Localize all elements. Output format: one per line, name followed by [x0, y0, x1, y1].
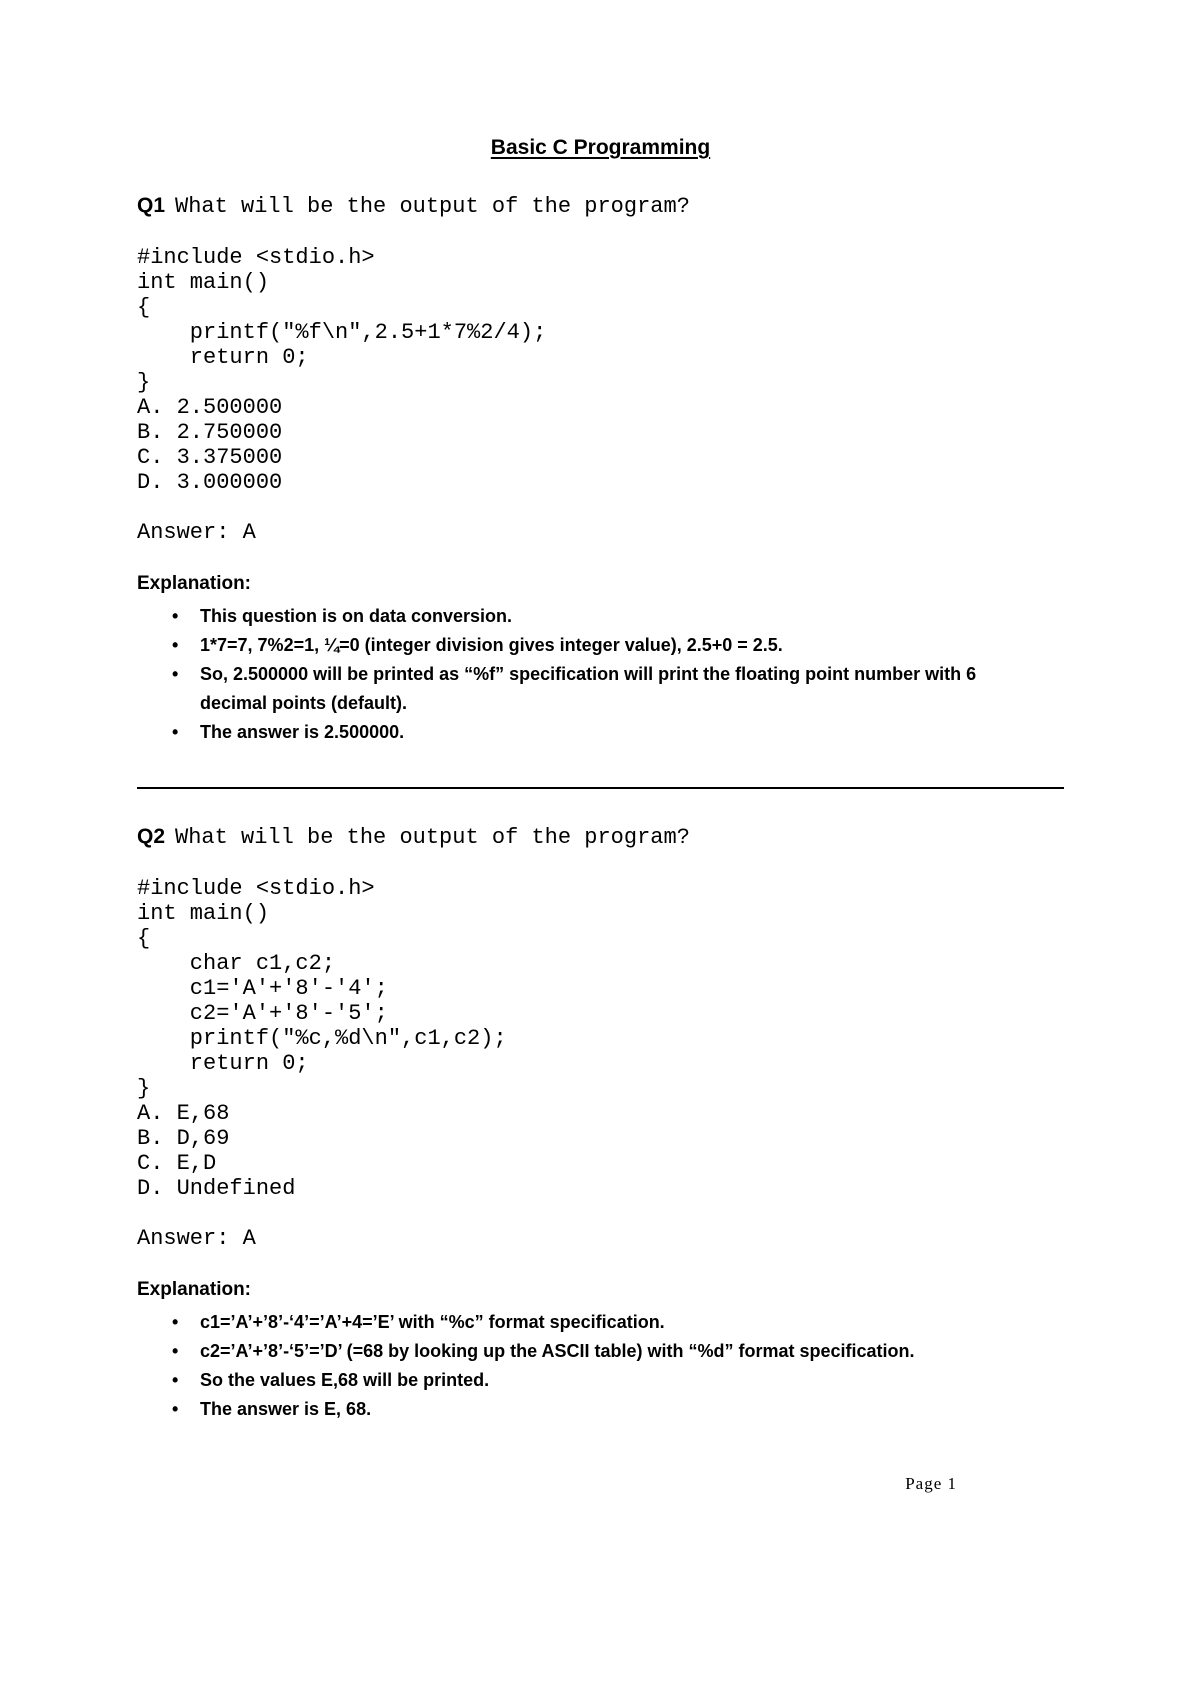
question-1-label: Q1: [137, 194, 166, 217]
explanation-bullet: [137, 718, 1064, 747]
option-a: A. E,68: [137, 1101, 230, 1126]
code-line: {: [137, 926, 151, 951]
question-2-heading: [137, 825, 1064, 850]
code-line: int main(): [137, 270, 270, 295]
question-2-prompt: What will be the output of the program?: [175, 825, 690, 850]
bullet-text: The answer is E, 68.: [200, 1399, 372, 1419]
code-line: return 0;: [137, 345, 309, 370]
page-title: Basic C Programming: [490, 136, 711, 159]
question-1: [137, 194, 1064, 747]
bullet-text: 1*7=7, 7%2=1, ¼=0 (integer division gives integer value), 2.5+0 = 2.5.: [200, 635, 783, 655]
option-c: C. E,D: [137, 1151, 217, 1176]
question-2-explanation-list: [137, 1308, 1064, 1424]
question-1-heading: [137, 194, 1064, 219]
explanation-bullet: [137, 1366, 1064, 1395]
bullet-text: This question is on data conversion.: [200, 606, 513, 626]
option-d: D. 3.000000: [137, 470, 283, 495]
bullet-text: c1=’A’+’8’-‘4’=’A’+4=’E’ with “%c” format specification.: [200, 1312, 665, 1332]
option-d: D. Undefined: [137, 1176, 296, 1201]
question-2-explanation-label: Explanation:: [137, 1279, 252, 1300]
bullet-text: So, 2.500000 will be printed as “%f” specification will print the floating point number with 6 decimal points (default).: [200, 664, 977, 713]
question-1-answer: Answer: A: [137, 520, 256, 545]
option-b: B. D,69: [137, 1126, 230, 1151]
question-1-prompt: What will be the output of the program?: [175, 194, 690, 219]
code-line: #include <stdio.h>: [137, 876, 375, 901]
explanation-bullet: [137, 1308, 1064, 1337]
code-line: printf("%c,%d\n",c1,c2);: [137, 1026, 507, 1051]
code-line: #include <stdio.h>: [137, 245, 375, 270]
code-line: return 0;: [137, 1051, 309, 1076]
bullet-text: c2=’A’+’8’-‘5’=’D’ (=68 by looking up the ASCII table) with “%d” format specification.: [200, 1341, 915, 1361]
code-line: int main(): [137, 901, 270, 926]
question-2: [137, 825, 1064, 1424]
code-line: }: [137, 1076, 151, 1101]
explanation-bullet: [137, 602, 1064, 631]
option-c: C. 3.375000: [137, 445, 283, 470]
explanation-bullet: [137, 631, 1064, 660]
code-line: c2='A'+'8'-'5';: [137, 1001, 388, 1026]
explanation-bullet: [137, 1337, 1064, 1366]
question-1-explanation-list: [137, 602, 1064, 747]
code-line: c1='A'+'8'-'4';: [137, 976, 388, 1001]
bullet-text: The answer is 2.500000.: [200, 722, 405, 742]
code-line: }: [137, 370, 151, 395]
option-a: A. 2.500000: [137, 395, 283, 420]
bullet-text: So the values E,68 will be printed.: [200, 1370, 490, 1390]
code-line: {: [137, 295, 151, 320]
question-2-answer: Answer: A: [137, 1226, 256, 1251]
code-line: printf("%f\n",2.5+1*7%2/4);: [137, 320, 547, 345]
question-2-code-block: [137, 876, 1064, 1201]
option-b: B. 2.750000: [137, 420, 283, 445]
question-2-label: Q2: [137, 825, 166, 848]
section-divider: [137, 787, 1064, 789]
explanation-bullet: [137, 660, 1064, 718]
explanation-bullet: [137, 1395, 1064, 1424]
page-number: Page 1: [905, 1474, 957, 1493]
code-line: char c1,c2;: [137, 951, 336, 976]
question-1-code-block: [137, 245, 1064, 495]
question-1-explanation-label: Explanation:: [137, 573, 252, 594]
